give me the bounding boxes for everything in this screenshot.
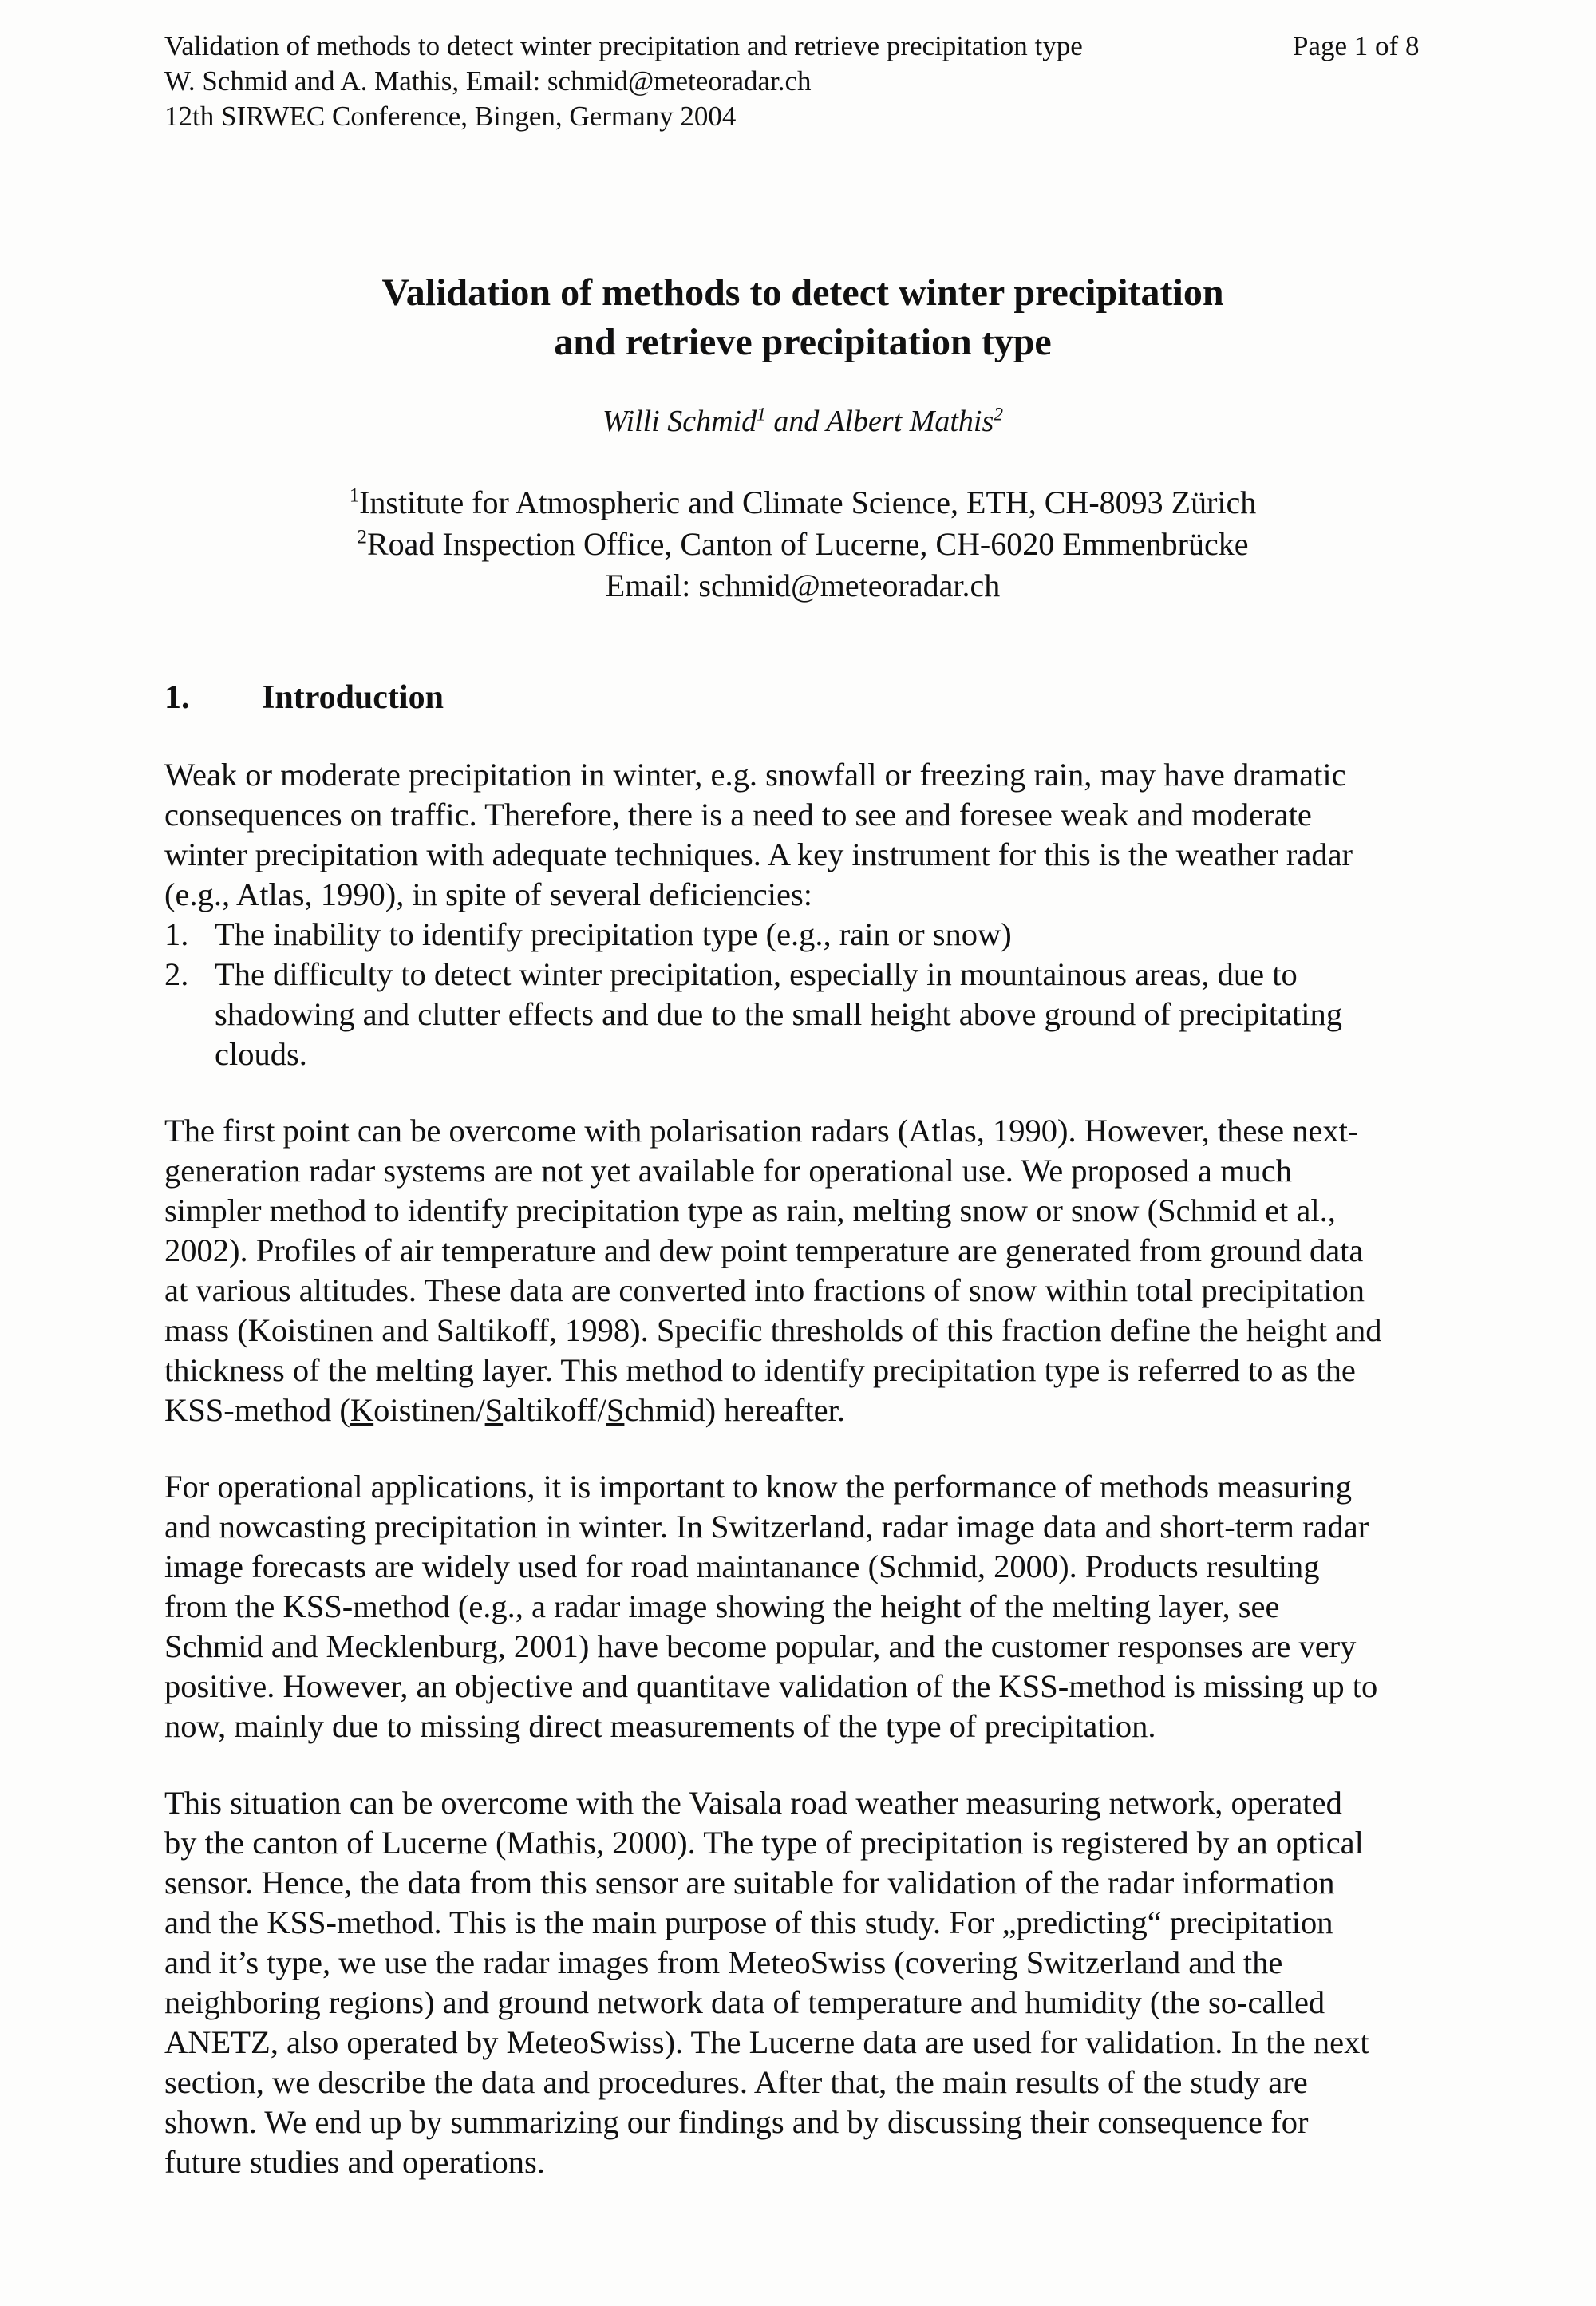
- list-item-continuation: shadowing and clutter effects and due to the small height above ground of precipitating: [215, 996, 1342, 1032]
- paper-title: [164, 268, 1441, 367]
- section-number: 1.: [164, 679, 190, 716]
- text-line: generation radar systems are not yet available for operational use. We proposed a much: [164, 1153, 1292, 1189]
- header-line: 12th SIRWEC Conference, Bingen, Germany 2004: [164, 101, 737, 132]
- affiliation-marker: 2: [357, 526, 367, 548]
- text-line: positive. However, an objective and quantitave validation of the KSS-method is missing up to: [164, 1668, 1378, 1704]
- affiliations: [164, 482, 1441, 607]
- text-line: simpler method to identify precipitation type as rain, melting snow or snow (Schmid et al.,: [164, 1193, 1336, 1228]
- text-line: 2002). Profiles of air temperature and dew point temperature are generated from ground data: [164, 1232, 1364, 1268]
- list-number: 2.: [164, 956, 189, 992]
- text-line: neighboring regions) and ground network data of temperature and humidity (the so-called: [164, 1984, 1325, 2020]
- text-line: Weak or moderate precipitation in winter, e.g. snowfall or freezing rain, may have dramatic: [164, 757, 1346, 793]
- header-line: W. Schmid and A. Mathis, Email: schmid@meteoradar.ch: [164, 65, 812, 97]
- author-name: Willi Schmid: [602, 405, 757, 438]
- text-line: thickness of the melting layer. This method to identify precipitation type is referred to as the: [164, 1352, 1356, 1388]
- section-heading: [164, 677, 444, 718]
- text-line: future studies and operations.: [164, 2144, 545, 2180]
- affiliation-text: Institute for Atmospheric and Climate Science, ETH, CH-8093 Zürich: [359, 485, 1257, 520]
- list-item-text: The inability to identify precipitation type (e.g., rain or snow): [215, 916, 1012, 952]
- header-line: Validation of methods to detect winter precipitation and retrieve precipitation type: [164, 30, 1083, 61]
- text-line: section, we describe the data and procedures. After that, the main results of the study are: [164, 2064, 1308, 2100]
- paragraph: [164, 1783, 1473, 2182]
- text-line: and nowcasting precipitation in winter. In Switzerland, radar image data and short-term radar: [164, 1509, 1369, 1545]
- text-line: sensor. Hence, the data from this sensor are suitable for validation of the radar information: [164, 1865, 1335, 1901]
- text-segment: KSS-method (: [164, 1392, 350, 1428]
- text-line: now, mainly due to missing direct measurements of the type of precipitation.: [164, 1708, 1156, 1744]
- list-number: 1.: [164, 916, 189, 952]
- author-connector: and: [765, 405, 827, 438]
- list-item: [164, 955, 1473, 995]
- affiliation-marker: 1: [757, 404, 766, 425]
- text-line: by the canton of Lucerne (Mathis, 2000). The type of precipitation is registered by an optical: [164, 1825, 1364, 1861]
- list-item-continuation: clouds.: [215, 1036, 307, 1072]
- contact-email: Email: schmid@meteoradar.ch: [605, 568, 1001, 603]
- text-line: and it’s type, we use the radar images from MeteoSwiss (covering Switzerland and the: [164, 1944, 1283, 1980]
- affiliation-marker: 2: [994, 404, 1004, 425]
- text-line: [164, 1390, 1473, 1430]
- text-line: ANETZ, also operated by MeteoSwiss). The Lucerne data are used for validation. In the next: [164, 2024, 1369, 2060]
- underlined-letter: S: [484, 1392, 504, 1428]
- section-title: Introduction: [262, 679, 444, 716]
- text-segment: altikoff/: [503, 1392, 606, 1428]
- text-line: and the KSS-method. This is the main purpose of this study. For „predicting“ precipitation: [164, 1905, 1333, 1940]
- affiliation-marker: 1: [349, 485, 360, 507]
- list-item-text: The difficulty to detect winter precipitation, especially in mountainous areas, due to: [215, 956, 1298, 992]
- text-line: Schmid and Mecklenburg, 2001) have become popular, and the customer responses are very: [164, 1628, 1357, 1664]
- text-line: consequences on traffic. Therefore, there is a need to see and foresee weak and moderate: [164, 797, 1312, 833]
- text-segment: chmid) hereafter.: [624, 1392, 846, 1428]
- author-list: [164, 402, 1441, 441]
- text-line: from the KSS-method (e.g., a radar image showing the height of the melting layer, see: [164, 1588, 1280, 1624]
- text-line: This situation can be overcome with the Vaisala road weather measuring network, operated: [164, 1785, 1342, 1821]
- text-line: at various altitudes. These data are converted into fractions of snow within total precipitation: [164, 1272, 1365, 1308]
- page-number: Page 1 of 8: [1293, 30, 1420, 61]
- affiliation-line: [164, 524, 1441, 565]
- text-line: image forecasts are widely used for road maintanance (Schmid, 2000). Products resulting: [164, 1549, 1320, 1584]
- text-line: For operational applications, it is important to know the performance of methods measuring: [164, 1469, 1353, 1505]
- paragraph: [164, 755, 1473, 1074]
- running-header: [164, 29, 1409, 134]
- text-line: shown. We end up by summarizing our findings and by discussing their consequence for: [164, 2104, 1309, 2140]
- text-segment: oistinen/: [373, 1392, 485, 1428]
- text-line: winter precipitation with adequate techniques. A key instrument for this is the weather radar: [164, 837, 1353, 872]
- text-line: mass (Koistinen and Saltikoff, 1998). Specific thresholds of this fraction define the height and: [164, 1312, 1382, 1348]
- text-line: (e.g., Atlas, 1990), in spite of several deficiencies:: [164, 876, 812, 912]
- underlined-letter: K: [350, 1392, 374, 1428]
- affiliation-text: Road Inspection Office, Canton of Lucerne, CH-6020 Emmenbrücke: [366, 526, 1249, 562]
- affiliation-line: [164, 482, 1441, 524]
- title-line: Validation of methods to detect winter precipitation: [381, 271, 1224, 314]
- paragraph: [164, 1467, 1473, 1746]
- author-name: Albert Mathis: [826, 405, 994, 438]
- paragraph: [164, 1111, 1473, 1430]
- text-line: The first point can be overcome with polarisation radars (Atlas, 1990). However, these next-: [164, 1113, 1359, 1149]
- list-item: [164, 915, 1473, 955]
- title-line: and retrieve precipitation type: [554, 321, 1052, 363]
- underlined-letter: S: [606, 1392, 625, 1428]
